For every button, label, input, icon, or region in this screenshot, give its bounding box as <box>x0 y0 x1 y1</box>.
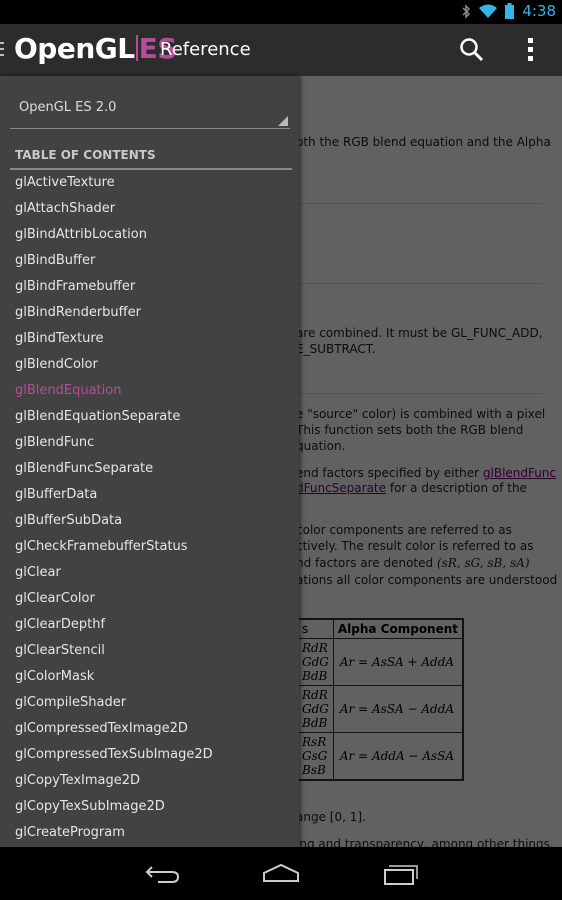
toc-item[interactable]: glBlendColor <box>15 357 98 372</box>
toc-item[interactable]: glBindAttribLocation <box>15 227 147 242</box>
bluetooth-icon <box>461 4 471 19</box>
action-bar <box>0 24 562 76</box>
version-spinner[interactable] <box>10 88 290 129</box>
recent-apps-button[interactable] <box>381 861 421 887</box>
status-icons <box>461 2 556 20</box>
navigation-drawer <box>0 76 299 847</box>
toc-item[interactable]: glCompressedTexSubImage2D <box>15 747 213 762</box>
toc-item[interactable]: glCopyTexImage2D <box>15 773 141 788</box>
status-bar <box>0 0 562 24</box>
status-time: 4:38 <box>522 2 556 20</box>
battery-icon <box>505 3 514 19</box>
toc-list <box>0 170 299 846</box>
toc-item[interactable]: glCompileShader <box>15 695 127 710</box>
app-logo[interactable] <box>14 32 177 65</box>
toc-item[interactable]: glBufferSubData <box>15 513 123 528</box>
wifi-icon <box>479 4 497 18</box>
toc-item[interactable]: glClearColor <box>15 591 95 606</box>
toc-item[interactable]: glBlendFunc <box>15 435 95 450</box>
toc-item[interactable]: glBlendEquationSeparate <box>15 409 181 424</box>
toc-item[interactable]: glCompressedTexImage2D <box>15 721 188 736</box>
toc-item[interactable]: glBindFramebuffer <box>15 279 136 294</box>
back-button[interactable] <box>142 861 182 887</box>
overflow-menu-icon[interactable] <box>528 38 536 62</box>
toc-item[interactable]: glActiveTexture <box>15 175 115 190</box>
home-button[interactable] <box>261 861 301 887</box>
toc-item[interactable]: glClearStencil <box>15 643 105 658</box>
logo-main: OpenGL <box>14 32 135 65</box>
toc-item[interactable]: glBufferData <box>15 487 98 502</box>
page-title: Reference <box>160 39 251 60</box>
toc-item[interactable]: glAttachShader <box>15 201 116 216</box>
version-value: OpenGL ES 2.0 <box>19 100 117 115</box>
dropdown-triangle-icon <box>278 116 288 126</box>
toc-item[interactable]: glBindTexture <box>15 331 104 346</box>
drawer-indicator-icon[interactable] <box>0 42 4 60</box>
toc-item[interactable]: glBlendFuncSeparate <box>15 461 154 476</box>
toc-item[interactable]: glClear <box>15 565 61 580</box>
toc-item[interactable]: glBindBuffer <box>15 253 96 268</box>
toc-item[interactable]: glCheckFramebufferStatus <box>15 539 188 554</box>
toc-item[interactable]: glCreateProgram <box>15 825 125 840</box>
toc-item[interactable]: glColorMask <box>15 669 95 684</box>
toc-item[interactable]: glClearDepthf <box>15 617 106 632</box>
search-icon[interactable] <box>458 36 486 64</box>
toc-header: TABLE OF CONTENTS <box>15 148 156 162</box>
logo-suffix: ES <box>138 32 177 65</box>
toc-item[interactable]: glCopyTexSubImage2D <box>15 799 165 814</box>
toc-item[interactable]: glBindRenderbuffer <box>15 305 141 320</box>
system-nav-bar <box>0 847 562 900</box>
toc-item[interactable]: glBlendEquation <box>15 383 122 398</box>
